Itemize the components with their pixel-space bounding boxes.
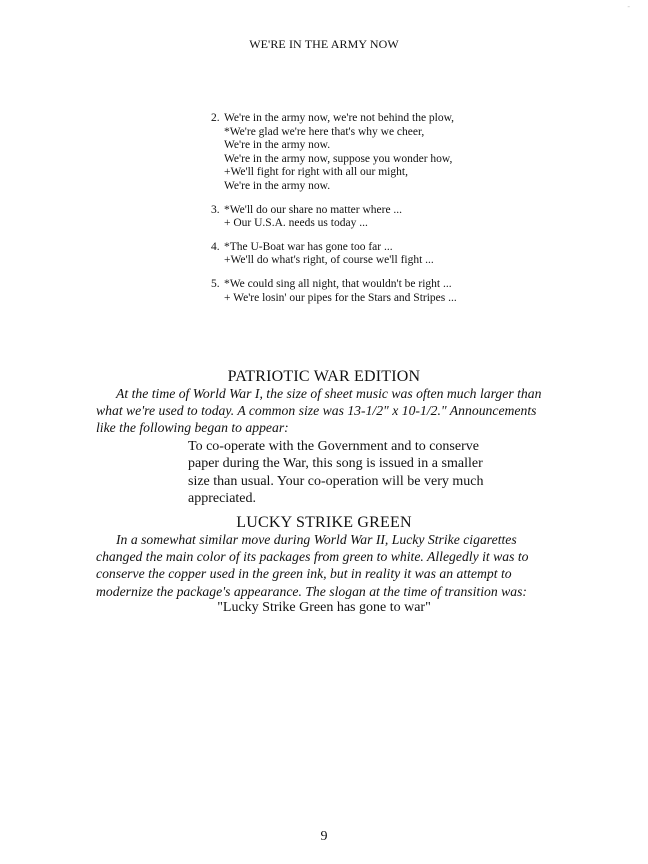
verse-2 [211, 112, 511, 194]
verse-3 [211, 204, 511, 231]
intro-line: At the time of World War I, the size of sheet music was often much larger than [116, 386, 542, 401]
verse-line: *The U-Boat war has gone too far ... [224, 240, 393, 253]
intro-line: In a somewhat similar move during World War II, Lucky Strike cigarettes [116, 532, 517, 547]
verse-number: 4. [211, 240, 220, 253]
intro-line: like the following began to appear: [96, 420, 289, 436]
verse-number: 3. [211, 203, 220, 216]
intro-line: conserve the copper used in the green ink, but in reality it was an attempt to [96, 566, 512, 582]
verse-line: We're in the army now. [224, 179, 331, 192]
lucky-strike-intro [96, 531, 566, 600]
verse-line: We're in the army now, suppose you wonder how, [224, 152, 453, 165]
intro-line: changed the main color of its packages from green to white. Allegedly it was to [96, 549, 529, 565]
announcement-line: To co-operate with the Government and to conserve [188, 439, 479, 454]
verse-line: + Our U.S.A. needs us today ... [224, 217, 368, 230]
verse-4 [211, 241, 511, 268]
verse-line: *We'll do our share no matter where ... [224, 203, 403, 216]
verse-5 [211, 278, 511, 305]
slogan-quote: "Lucky Strike Green has gone to war" [217, 600, 431, 615]
verse-line: We're in the army now. [224, 139, 331, 152]
verse-line: + We're losin' our pipes for the Stars and Stripes ... [224, 291, 457, 304]
verse-number: 5. [211, 277, 220, 290]
song-verses [211, 112, 511, 305]
announcement-line: size than usual. Your co-operation will be very much [188, 473, 484, 489]
verse-line: We're in the army now, we're not behind the plow, [224, 112, 455, 124]
corner-mark: - [627, 2, 630, 11]
announcement-line: paper during the War, this song is issued in a smaller [188, 456, 483, 472]
patriotic-intro [96, 385, 566, 437]
verse-line: +We'll fight for right with all our might, [224, 166, 408, 179]
verse-line: *We could sing all night, that wouldn't be right ... [224, 277, 452, 290]
verse-number: 2. [211, 112, 220, 124]
announcement-quote [188, 438, 508, 508]
section-title-lucky-strike-green: LUCKY STRIKE GREEN [236, 514, 412, 531]
verse-line: *We're glad we're here that's why we cheer, [224, 125, 425, 138]
section-title-patriotic-war-edition: PATRIOTIC WAR EDITION [227, 368, 421, 385]
verse-line: +We'll do what's right, of course we'll fight ... [224, 254, 434, 267]
intro-line: what we're used to today. A common size was 13-1/2" x 10-1/2." Announcements [96, 403, 537, 419]
announcement-line: appreciated. [188, 491, 257, 507]
intro-line: modernize the package's appearance. The slogan at the time of transition was: [96, 583, 527, 599]
running-title: WE'RE IN THE ARMY NOW [249, 37, 399, 51]
page-number: 9 [320, 829, 328, 844]
